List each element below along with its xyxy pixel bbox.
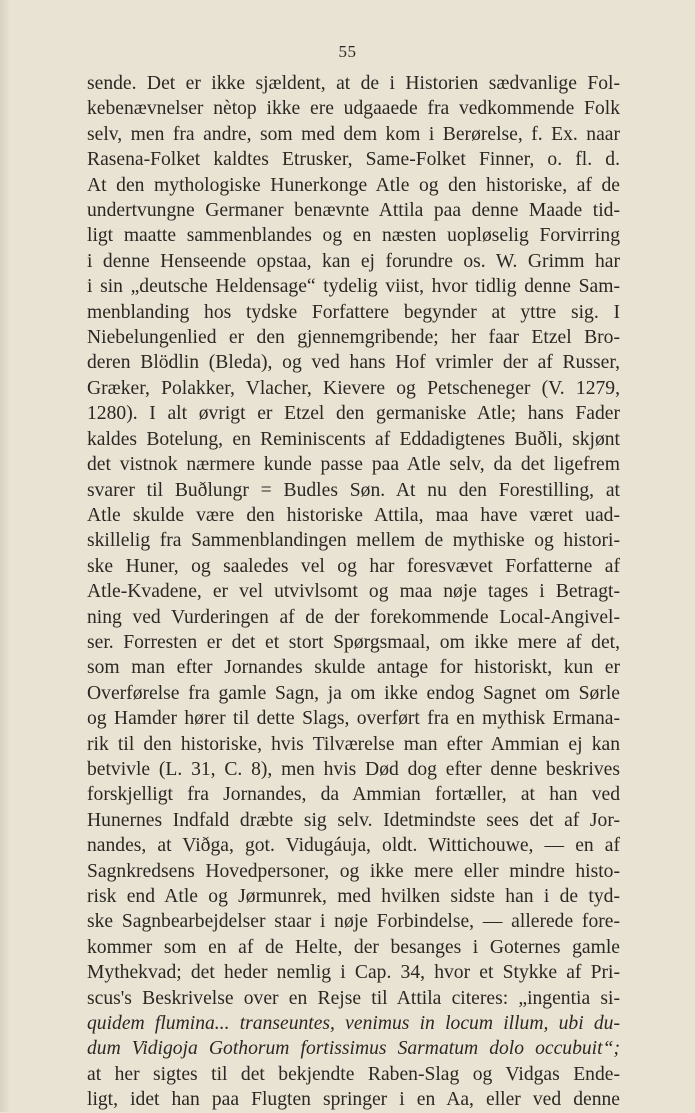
text-line: ligt, idet han paa Flugten springer i en Aa, eller ved denne (87, 1089, 620, 1111)
text-line: kaldes Botelung, en Reminiscents af Eddadigtenes Buðli, skjønt (87, 428, 620, 450)
text-line: Hunernes Indfald dræbte sig selv. Idetmindste sees det af Jor- (87, 809, 620, 831)
text-line: svarer til Buðlungr = Budles Søn. At nu den Forestilling, at (87, 479, 620, 501)
text-line: selv, men fra andre, som med dem kom i Berørelse, f. Ex. naar (87, 123, 620, 145)
text-line: Overførelse fra gamle Sagn, ja om ikke endog Sagnet om Sørle (87, 682, 620, 704)
text-line: sende. Det er ikke sjældent, at de i Historien sædvanlige Fol- (87, 73, 620, 94)
text-line: scus's Beskrivelse over en Rejse til Attila citeres: „ingentia si- (87, 987, 620, 1009)
text-line: ske Huner, og saaledes vel og har foresvævet Forfatterne af (87, 555, 620, 577)
text-line: betvivle (L. 31, C. 8), men hvis Død dog efter denne beskrives (87, 758, 620, 780)
text-line: ske Sagnbearbejdelser staar i nøje Forbindelse, — allerede fore- (87, 911, 620, 933)
text-line: det vistnok nærmere kunde passe paa Atle selv, da det ligefrem (87, 454, 620, 476)
text-line: Sagnkredsens Hovedpersoner, og ikke mere eller mindre histo- (87, 860, 620, 882)
text-line: forskjelligt fra Jornandes, da Ammian fortæller, at han ved (87, 784, 620, 806)
text-line: og Hamder hører til dette Slags, overført fra en mythisk Ermana- (87, 708, 620, 730)
text-line: ser. Forresten er det et stort Spørgsmaal, om ikke mere af det, (87, 631, 620, 653)
text-line: Atle skulde være den historiske Attila, maa have været uad- (87, 504, 620, 526)
text-line: 1280). I alt øvrigt er Etzel den germaniske Atle; hans Fader (87, 403, 620, 425)
text-line: kommer som en af de Helte, der besanges i Goternes gamle (87, 936, 620, 958)
text-line: menblanding hos tydske Forfattere begynder at yttre sig. I (87, 301, 620, 323)
page-number: 55 (338, 42, 357, 61)
text-line: quidem flumina... transeuntes, venimus in locum illum, ubi du- (87, 1013, 620, 1035)
text-line: risk end Atle og Jørmunrek, med hvilken sidste han i de tyd- (87, 886, 620, 907)
text-line: Græker, Polakker, Vlacher, Kievere og Petscheneger (V. 1279, (87, 377, 620, 399)
text-line: Niebelungenlied er den gjennemgribende; her faar Etzel Bro- (87, 327, 620, 349)
text-line: i denne Henseende opstaa, kan ej forundre os. W. Grimm har (87, 250, 620, 272)
page-edge (0, 0, 10, 1112)
text-line: nandes, at Viðga, got. Vidugáuja, oldt. Wittichouwe, — en af (87, 835, 620, 857)
text-line: Atle-Kvadene, er vel utvivlsomt og maa nøje tages i Betragt- (87, 581, 620, 603)
text-line: at her sigtes til det bekjendte Raben-Slag og Vidgas Ende- (87, 1063, 620, 1085)
text-line: dum Vidigoja Gothorum fortissimus Sarmatum dolo occubuit“; (87, 1038, 620, 1060)
text-line: deren Blödlin (Bleda), og ved hans Hof vrimler der af Russer, (87, 352, 620, 374)
text-line: At den mythologiske Hunerkonge Atle og den historiske, af de (87, 174, 620, 196)
text-line: som man efter Jornandes skulde antage for historiskt, kun er (87, 657, 620, 679)
text-line: Rasena-Folket kaldtes Etrusker, Same-Folket Finner, o. fl. d. (87, 149, 620, 171)
text-line: Mythekvad; det heder nemlig i Cap. 34, hvor et Stykke af Pri- (87, 962, 620, 984)
text-line: kebenævnelser nètop ikke ere udgaaede fra vedkommende Folk (87, 98, 620, 120)
text-line: ligt maatte sammenblandes og en næsten uopløselig Forvirring (87, 225, 620, 247)
text-line: undertvungne Germaner benævnte Attila paa denne Maade tid- (87, 200, 620, 222)
text-line: rik til den historiske, hvis Tilværelse man efter Ammian ej kan (87, 733, 620, 755)
body-text (87, 71, 620, 1113)
text-line: skillelig fra Sammenblandingen mellem de mythiske og histori- (87, 530, 620, 552)
text-line: ning ved Vurderingen af de der forekommende Local-Angivel- (87, 606, 620, 628)
text-line: i sin „deutsche Heldensage“ tydelig viist, hvor tidlig denne Sam- (87, 276, 620, 298)
